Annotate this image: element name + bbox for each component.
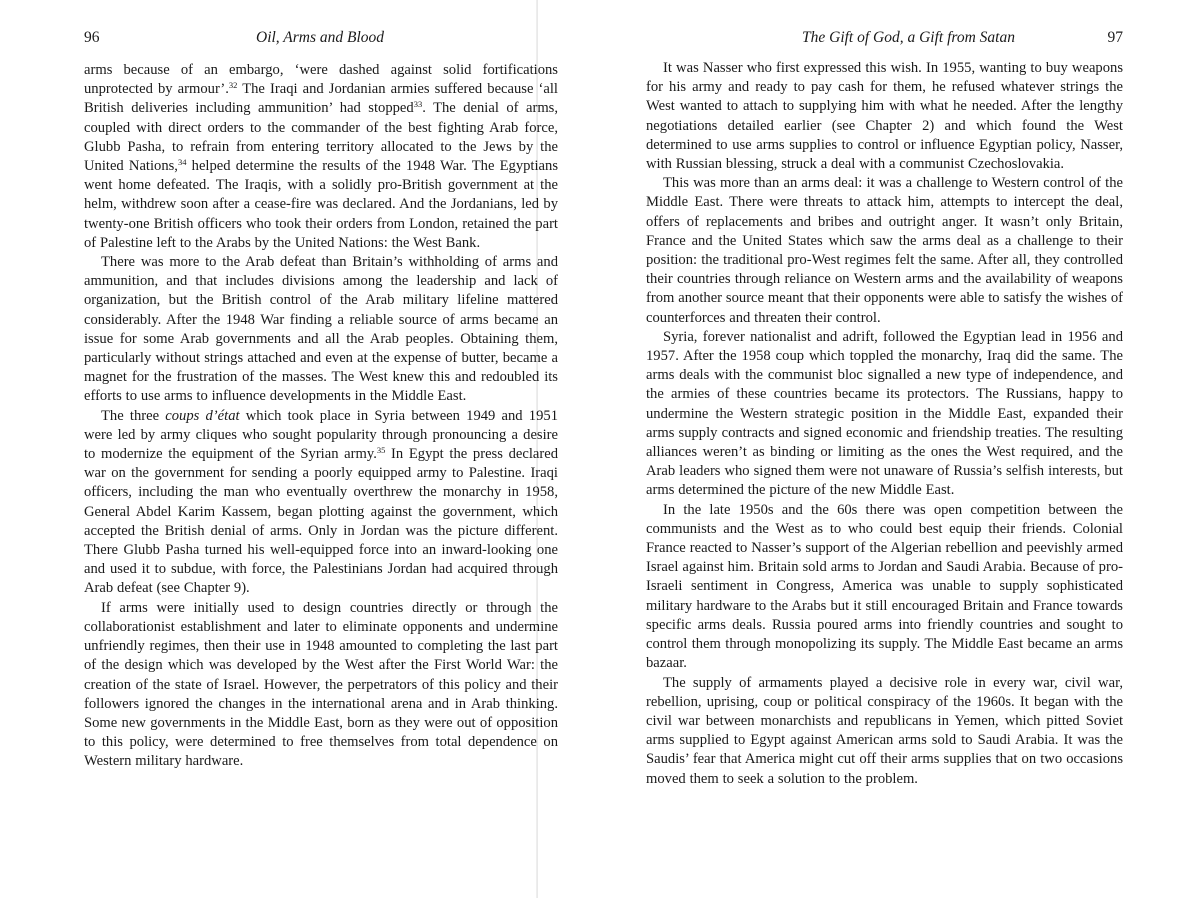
- left-page: [84, 26, 558, 772]
- text-run: The supply of armaments played a decisive role in every war, civil war, rebellion, uprising, coup or political conspiracy of the 1960s. It began with the civil war between monarchists and republicans in Yemen, which pitted Soviet arms supplied to Egypt against American arms sold to Saudi Arabia. It was the Saudis’ fear that America might cut off their arms supplies that on two occasions moved them to seek a solution to the problem.: [646, 674, 1123, 787]
- text-run: In Egypt the press declared war on the government for sending a poorly equipped army to Palestine. Iraqi officers, including the man who eventually overthrew the monarchy in 1958, General Abdel Karim Kassem, began plotting against the government, which accepted the British denial of arms. Only in Jordan was the picture different. There Glubb Pasha turned his well-equipped force into an inward-looking one and used it to subdue, with force, the Palestinians Jordan had acquired through Arab defeat (see Chapter 9).: [84, 446, 559, 597]
- paragraph: [646, 174, 1123, 328]
- paragraph: [84, 253, 558, 407]
- paragraph: [84, 407, 558, 599]
- text-run: . The denial of arms, coupled with direct orders to the commander of the best fighting Arab force, Glubb Pasha, to refrain from entering territory allocated to the Jews by the United Nations,: [84, 100, 558, 175]
- text-run: If arms were initially used to design countries directly or through the collaborationist establishment and later to eliminate opponents and undermine unfriendly regimes, then their use in 1948 amounted to completing the last part of the design which was developed by the West after the First World War: the creation of the state of Israel. However, the perpetrators of this policy and their followers ignored the changes in the international arena and in Arab thinking. Some new governments in the Middle East, born as they were out of opposition to this policy, were determined to free themselves from total dependence on Western military hardware.: [84, 599, 558, 770]
- paragraph: [84, 599, 558, 772]
- paragraph: [646, 501, 1123, 674]
- paragraph: [646, 328, 1123, 501]
- footnote-marker: 34: [177, 157, 187, 168]
- text-run: which took place in Syria between 1949 and 1951 were led by army cliques who sought popularity through pronouncing a desire to modernize the equipment of the Syrian army.: [84, 407, 558, 463]
- text-run: The Iraqi and Jordanian armies suffered because ‘all British deliveries including ammunition’ had stopped: [84, 81, 558, 117]
- page-number: 96: [84, 29, 100, 46]
- running-title: Oil, Arms and Blood: [256, 29, 385, 46]
- text-run: There was more to the Arab defeat than Britain’s withholding of arms and ammunition, and that includes divisions among the leadership and lack of organization, but the British control of the Arab military lifeline mattered considerably. After the 1948 War finding a reliable source of arms became an issue for some Arab governments and all the Arab peoples. Obtaining them, particularly without strings attached and even at the expense of butter, became a magnet for the frustration of the masses. The West knew this and redoubled its efforts to use arms to influence developments in the Middle East.: [84, 254, 558, 405]
- running-head: [84, 26, 558, 50]
- body-text: [646, 59, 1123, 789]
- page-number: 97: [1107, 29, 1123, 46]
- body-text: [84, 61, 558, 772]
- text-run: In the late 1950s and the 60s there was open competition between the communists and the West as to who could best equip their friends. Colonial France reacted to Nasser’s support of the Algerian rebellion and peevishly armed Israel against him. Britain sold arms to Jordan and Saudi Arabia. Because of pro-Israeli sentiment in Congress, America was unable to supply sophisticated military hardware to the Arabs but it still encouraged Britain and France towards specific arms deals. Russia poured arms into friendly countries and sought to control them through monopolizing its supply. The Middle East became an arms bazaar.: [646, 501, 1123, 672]
- text-run: The three: [101, 407, 166, 424]
- paragraph: [646, 59, 1123, 174]
- running-title: The Gift of God, a Gift from Satan: [802, 29, 1015, 46]
- paragraph: [84, 61, 558, 253]
- italic-text: coups d’état: [165, 407, 240, 424]
- text-run: arms because of an embargo, ‘were dashed against solid fortifications unprotected by armour’.: [84, 62, 558, 98]
- footnote-marker: 32: [228, 80, 238, 91]
- text-run: Syria, forever nationalist and adrift, followed the Egyptian lead in 1956 and 1957. After the 1958 coup which toppled the monarchy, Iraq did the same. The arms deals with the communist bloc signalled a new type of independence, and the armies of these countries became its protectors. The Russians, happy to undermine the Western strategic position in the Middle East, expanded their arms supply contracts and signed economic and friendship treaties. The resulting alliances weren’t as binding or limiting as the ones the West required, and the Arab leaders who signed them were not unaware of Russia’s selfish interests, but arms determined the picture of the new Middle East.: [646, 328, 1123, 499]
- footnote-marker: 33: [413, 99, 423, 110]
- running-head: [646, 26, 1123, 50]
- right-page: [646, 26, 1123, 789]
- footnote-marker: 35: [376, 445, 386, 456]
- text-run: This was more than an arms deal: it was a challenge to Western control of the Middle East. There were threats to attack him, attempts to intercept the deal, offers of replacements and bribes and outright anger. It wasn’t only Britain, France and the United States which saw the arms deal as a challenge to their position: the traditional pro-West regimes felt the same. After all, they controlled their countries through reliance on Western arms and the availability of weapons from another source meant that their opponents were able to satisfy the wishes of counterforces and threaten their control.: [646, 175, 1123, 326]
- text-run: helped determine the results of the 1948 War. The Egyptians went home defeated. The Iraqis, with a solidly pro-British government at the helm, withdrew soon after a cease-fire was declared. And the Jordanians, led by twenty-one British officers who took their orders from London, retained the part of Palestine left to the Arabs by the United Nations: the West Bank.: [84, 158, 558, 251]
- text-run: It was Nasser who first expressed this wish. In 1955, wanting to buy weapons for his army and ready to pay cash for them, he refused whatever strings the West wanted to attach to supplying him with what he needed. After the lengthy negotiations detailed earlier (see Chapter 2) and which found the West determined to use arms supplies to control or influence Egyptian policy, Nasser, with Russian blessing, struck a deal with a communist Czechoslovakia.: [646, 60, 1123, 173]
- paragraph: [646, 674, 1123, 789]
